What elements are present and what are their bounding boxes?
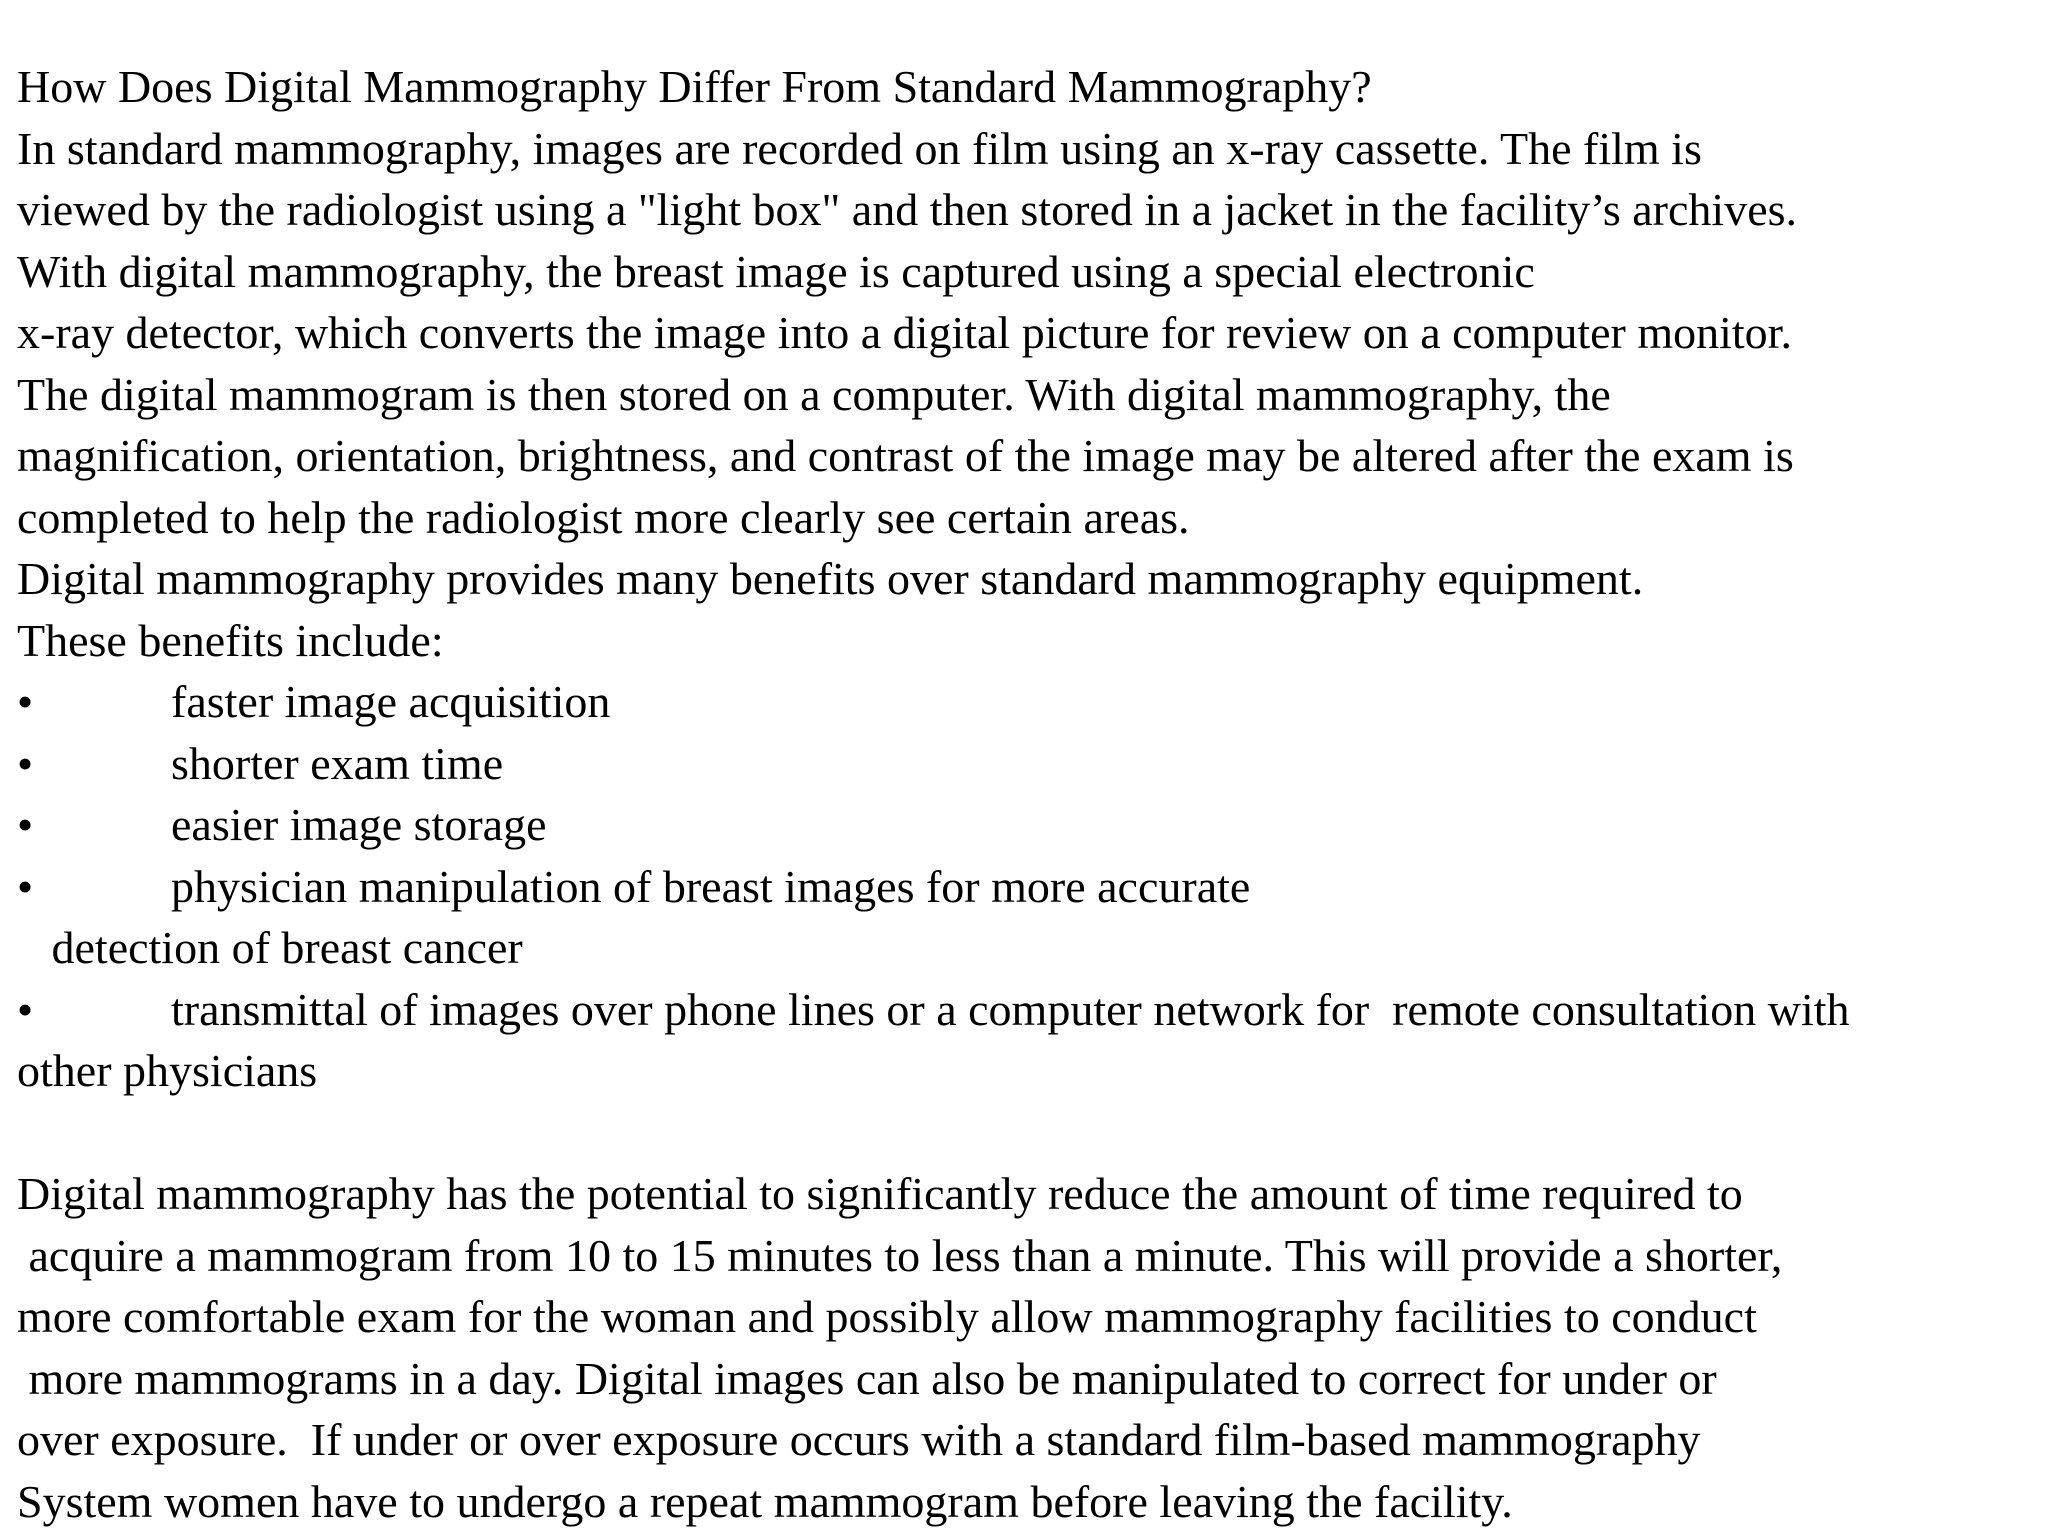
bullet-dot: •	[17, 737, 34, 789]
bullet-4-continuation: detection of breast cancer	[17, 922, 523, 973]
bullet-text: transmittal of images over phone lines or a computer network for remote consultation with	[171, 983, 1850, 1035]
bullet-dot: •	[17, 983, 34, 1035]
closing-line-4: more mammograms in a day. Digital images can also be manipulated to correct for under or	[17, 1352, 1717, 1404]
closing-line-5: over exposure. If under or over exposure occurs with a standard film-based mammography	[17, 1414, 1701, 1465]
bullet-text: shorter exam time	[171, 737, 504, 789]
bullet-item-4	[17, 856, 2048, 918]
intro-line-8: Digital mammography provides many benefits over standard mammography equipment.	[17, 553, 1644, 604]
closing-line-2: acquire a mammogram from 10 to 15 minutes to less than a minute. This will provide a shorter,	[17, 1229, 1783, 1281]
bullet-item-5	[17, 979, 2048, 1041]
paragraph-spacer	[17, 1102, 2048, 1164]
bullet-item-1	[17, 671, 2048, 733]
intro-line-9: These benefits include:	[17, 614, 444, 666]
bullet-dot: •	[17, 860, 34, 912]
document-title: How Does Digital Mammography Differ From Standard Mammography?	[17, 61, 1372, 112]
intro-line-4: x-ray detector, which converts the image into a digital picture for review on a computer monitor.	[17, 307, 1792, 358]
bullet-text: physician manipulation of breast images for more accurate	[171, 860, 1251, 912]
bullet-dot: •	[17, 676, 34, 727]
bullet-text: easier image storage	[171, 799, 547, 850]
intro-line-7: completed to help the radiologist more clearly see certain areas.	[17, 491, 1190, 543]
closing-line-1: Digital mammography has the potential to significantly reduce the amount of time required to	[17, 1168, 1743, 1219]
bullet-text: faster image acquisition	[171, 676, 611, 727]
intro-line-5: The digital mammogram is then stored on a computer. With digital mammography, the	[17, 368, 1611, 420]
intro-line-6: magnification, orientation, brightness, and contrast of the image may be altered after the exam is	[17, 430, 1794, 481]
bullet-item-3	[17, 794, 2048, 856]
closing-line-6: System women have to undergo a repeat mammogram before leaving the facility.	[17, 1475, 1513, 1527]
intro-line-2: viewed by the radiologist using a "light box" and then stored in a jacket in the facility’s archives.	[17, 184, 1798, 235]
intro-line-1: In standard mammography, images are recorded on film using an x-ray cassette. The film is	[17, 122, 1702, 174]
bullet-dot: •	[17, 799, 34, 850]
closing-line-3: more comfortable exam for the woman and possibly allow mammography facilities to conduct	[17, 1291, 1757, 1342]
intro-line-3: With digital mammography, the breast image is captured using a special electronic	[17, 245, 1535, 297]
bullet-5-continuation: other physicians	[17, 1045, 318, 1096]
bullet-item-2	[17, 733, 2048, 795]
document-body	[17, 56, 2048, 1532]
